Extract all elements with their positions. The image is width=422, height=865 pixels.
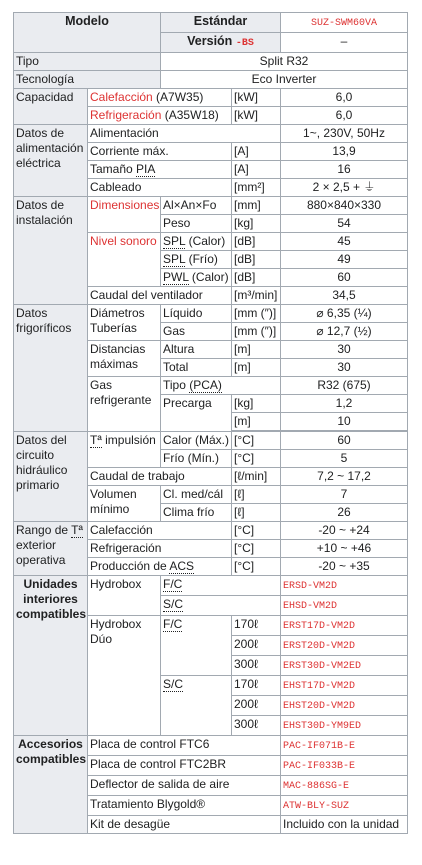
duo-fc-300-code — [281, 656, 408, 676]
capacidad-cal-value: 6,0 — [281, 89, 408, 107]
total-unit: [m] — [232, 359, 281, 377]
spl-frio-unit: [dB] — [232, 251, 281, 269]
hidraulico-label: Datos del circuito hidráulico primario — [14, 432, 88, 522]
tecnologia-label: Tecnología — [14, 71, 161, 89]
corriente-label: Corriente máx. — [88, 143, 232, 161]
rango-label — [14, 522, 88, 576]
duo-fc-300-vol: 300ℓ — [232, 656, 281, 676]
accesorio-ftc2br-label: Placa de control FTC2BR — [88, 756, 281, 776]
duo-fc-170-code — [281, 616, 408, 636]
capacidad-ref-value: 6,0 — [281, 107, 408, 125]
tipo-gas-value: R32 (675) — [281, 377, 408, 395]
t-abbr[interactable]: Tª — [90, 433, 102, 447]
erst17d-link[interactable]: ERST17D-VM2D — [283, 621, 356, 632]
atw-bly-link[interactable]: ATW-BLY-SUZ — [283, 801, 350, 812]
pwl-unit: [dB] — [232, 269, 281, 287]
peso-label: Peso — [161, 215, 232, 233]
dimensiones-row — [14, 197, 408, 215]
refrigeracion-link[interactable]: Refrigeración — [90, 108, 162, 122]
spl-abbr-2[interactable]: SPL — [163, 252, 186, 266]
spec-table — [13, 12, 408, 834]
erst30d-link[interactable]: ERST30D-VM2ED — [283, 661, 362, 672]
calor-max-label: Calor (Máx.) — [161, 432, 232, 450]
total-value: 30 — [281, 359, 408, 377]
peso-unit: [kg] — [232, 215, 281, 233]
capacidad-ref-label — [88, 107, 232, 125]
mac-886sg-link[interactable]: MAC-886SG-E — [283, 781, 350, 792]
altura-label: Altura — [161, 341, 232, 359]
spl-frio-value: 49 — [281, 251, 408, 269]
ehsd-link[interactable]: EHSD-VM2D — [283, 601, 338, 612]
dimensiones-unit: [mm] — [232, 197, 281, 215]
frio-min-value: 5 — [281, 450, 408, 468]
precarga-m-unit: [m] — [232, 413, 281, 431]
pia-unit: [A] — [232, 161, 281, 179]
clmed-label: Cl. med/cál — [161, 486, 232, 504]
clmed-value: 7 — [281, 486, 408, 504]
hydrobox-fc-label — [161, 576, 281, 596]
accesorio-ftc6-label: Placa de control FTC6 — [88, 736, 281, 756]
tipo-label: Tipo — [14, 53, 161, 71]
pca-abbr[interactable]: (PCA) — [189, 378, 222, 392]
calor-max-value: 60 — [281, 432, 408, 450]
tipo-value: Split R32 — [161, 53, 408, 71]
cal-condition: (A7W35) — [156, 90, 204, 104]
corriente-unit: [A] — [232, 143, 281, 161]
rango-text-2: exterior operativa — [16, 538, 66, 567]
tipo-gas-text: Tipo — [163, 378, 186, 392]
ehst17d-link[interactable]: EHST17D-VM2D — [283, 681, 356, 692]
cableado-unit: [mm²] — [232, 179, 281, 197]
frio-min-label: Frío (Mín.) — [161, 450, 232, 468]
precarga-kg-value: 1,2 — [281, 395, 408, 413]
liquido-row — [14, 305, 408, 323]
gas-refrigerante-label: Gas refrigerante — [88, 377, 161, 432]
liquido-unit: [mm (″)] — [232, 305, 281, 323]
rango-acs-label — [88, 558, 232, 576]
duo-sc-300-vol: 300ℓ — [232, 716, 281, 736]
frigorificos-label: Datos frigoríficos — [14, 305, 88, 432]
pac-if033b-link[interactable]: PAC-IF033B-E — [283, 761, 356, 772]
tipo-row — [14, 53, 408, 71]
rango-cal-label: Calefacción — [88, 522, 232, 540]
duo-sc-170-vol: 170ℓ — [232, 676, 281, 696]
interiores-label: Unidades interiores compatibles — [14, 576, 88, 736]
duo-label: Hydrobox Dúo — [88, 616, 161, 736]
hydrobox-fc-code — [281, 576, 408, 596]
duo-sc-label — [161, 676, 232, 736]
pia-abbr[interactable]: PIA — [136, 162, 156, 176]
clfrio-value: 26 — [281, 504, 408, 522]
calor-max-unit: [°C] — [232, 432, 281, 450]
ref-condition: (A35W18) — [164, 108, 219, 122]
accesorio-deflector-code — [281, 776, 408, 796]
tecnologia-value: Eco Inverter — [161, 71, 408, 89]
modelo-header: Modelo — [14, 13, 161, 53]
sc-abbr-2[interactable]: S/C — [163, 677, 184, 691]
accesorio-desague-value: Incluido con la unidad — [281, 816, 408, 834]
hydrobox-label: Hydrobox — [88, 576, 161, 616]
total-label: Total — [161, 359, 232, 377]
duo-fc-170-vol: 170ℓ — [232, 616, 281, 636]
capacidad-cal-unit: [kW] — [232, 89, 281, 107]
precarga-kg-unit: [kg] — [232, 395, 281, 413]
cableado-label: Cableado — [88, 179, 232, 197]
gas-value: ⌀ 12,7 (½) — [281, 323, 408, 341]
ehst20d-link[interactable]: EHST20D-VM2D — [283, 701, 356, 712]
altura-unit: [m] — [232, 341, 281, 359]
spl-frio-mode: (Frío) — [188, 252, 218, 266]
accesorio-blygold-label: Tratamiento Blygold® — [88, 796, 281, 816]
impulsion-text: impulsión — [101, 433, 156, 447]
nivel-sonoro-link[interactable]: Nivel sonoro — [90, 234, 157, 248]
rango-acs-unit: [°C] — [232, 558, 281, 576]
calor-max-row — [14, 432, 408, 450]
caudal-trabajo-value: 7,2 ~ 17,2 — [281, 468, 408, 486]
impulsion-label — [88, 432, 161, 468]
dimensiones-link[interactable]: Dimensiones — [90, 198, 160, 212]
spl-calor-value: 45 — [281, 233, 408, 251]
rango-acs-value: -20 ~ +35 — [281, 558, 408, 576]
caudal-ventilador-value: 34,5 — [281, 287, 408, 305]
cableado-value: 2 × 2,5 + ⏚ — [281, 179, 408, 197]
sc-abbr[interactable]: S/C — [163, 597, 184, 611]
caudal-ventilador-unit: [m³/min] — [232, 287, 281, 305]
liquido-label: Líquido — [161, 305, 232, 323]
caudal-trabajo-label: Caudal de trabajo — [88, 468, 232, 486]
version-label: Versión — [187, 34, 233, 48]
accesorios-label: Accesorios compatibles — [14, 736, 88, 834]
accesorio-ftc6-code — [281, 736, 408, 756]
spl-frio-label — [161, 251, 232, 269]
clmed-unit: [ℓ] — [232, 486, 281, 504]
spl-calor-mode: (Calor) — [188, 234, 226, 248]
tipo-gas-label — [161, 377, 281, 395]
duo-fc-200-code — [281, 636, 408, 656]
volumen-label: Volumen mínimo — [88, 486, 161, 522]
version-code[interactable]: -BS — [235, 38, 254, 49]
pwl-abbr[interactable]: PWL — [163, 270, 189, 284]
altura-value: 30 — [281, 341, 408, 359]
pwl-value: 60 — [281, 269, 408, 287]
caudal-ventilador-label: Caudal del ventilador — [88, 287, 232, 305]
precarga-m-value: 10 — [281, 413, 408, 431]
calefaccion-link[interactable]: Calefacción — [90, 90, 153, 104]
rango-ref-label: Refrigeración — [88, 540, 232, 558]
capacidad-ref-unit: [kW] — [232, 107, 281, 125]
capacidad-label: Capacidad — [14, 89, 88, 125]
rango-ref-unit: [°C] — [232, 540, 281, 558]
model-code-link[interactable]: SUZ-SWM60VA — [310, 18, 377, 29]
gas-unit: [mm (″)] — [232, 323, 281, 341]
instalacion-label: Datos de instalación — [14, 197, 88, 305]
pia-value: 16 — [281, 161, 408, 179]
hydrobox-fc-row — [14, 576, 408, 596]
nivel-sonoro-label — [88, 233, 161, 287]
hydrobox-sc-label — [161, 596, 281, 616]
corriente-value: 13,9 — [281, 143, 408, 161]
accesorio-deflector-label: Deflector de salida de aire — [88, 776, 281, 796]
pia-label-text: Tamaño — [90, 162, 133, 176]
t-abbr-2[interactable]: Tª — [71, 523, 83, 537]
accesorio-ftc6-row — [14, 736, 408, 756]
peso-value: 54 — [281, 215, 408, 233]
duo-fc-200-vol: 200ℓ — [232, 636, 281, 656]
spl-calor-unit: [dB] — [232, 233, 281, 251]
duo-sc-200-code — [281, 696, 408, 716]
alimentacion-label: Alimentación — [88, 125, 281, 143]
ehst30d-link[interactable]: EHST30D-YM9ED — [283, 721, 362, 732]
pwl-label — [161, 269, 232, 287]
capacidad-cal-row — [14, 89, 408, 107]
tecnologia-row — [14, 71, 408, 89]
version-header — [161, 33, 281, 53]
dimensiones-label — [88, 197, 161, 233]
duo-sc-200-vol: 200ℓ — [232, 696, 281, 716]
estandar-header: Estándar — [161, 13, 281, 33]
duo-fc-label — [161, 616, 232, 676]
duo-sc-170-code — [281, 676, 408, 696]
accesorio-blygold-code — [281, 796, 408, 816]
caudal-trabajo-unit: [ℓ/min] — [232, 468, 281, 486]
pia-label — [88, 161, 232, 179]
rango-cal-value: -20 ~ +24 — [281, 522, 408, 540]
fc-abbr[interactable]: F/C — [163, 577, 183, 591]
fc-abbr-2[interactable]: F/C — [163, 617, 183, 631]
frio-min-unit: [°C] — [232, 450, 281, 468]
pac-if071b-link[interactable]: PAC-IF071B-E — [283, 741, 356, 752]
rango-cal-row — [14, 522, 408, 540]
alimentacion-row — [14, 125, 408, 143]
dimensiones-sub: Al×An×Fo — [161, 197, 232, 215]
dimensiones-value: 880×840×330 — [281, 197, 408, 215]
spl-abbr[interactable]: SPL — [163, 234, 186, 248]
liquido-value: ⌀ 6,35 (¼) — [281, 305, 408, 323]
header-row — [14, 13, 408, 33]
precarga-label: Precarga — [161, 395, 232, 432]
capacidad-cal-label — [88, 89, 232, 107]
erst20d-link[interactable]: ERST20D-VM2D — [283, 641, 356, 652]
electrica-label: Datos de alimentación eléctrica — [14, 125, 88, 197]
acs-abbr[interactable]: ACS — [169, 559, 195, 573]
clfrio-unit: [ℓ] — [232, 504, 281, 522]
alimentacion-value: 1~, 230V, 50Hz — [281, 125, 408, 143]
accesorio-desague-label: Kit de desagüe — [88, 816, 281, 834]
rango-cal-unit: [°C] — [232, 522, 281, 540]
diametros-label: Diámetros Tuberías — [88, 305, 161, 341]
gas-label: Gas — [161, 323, 232, 341]
ersd-link[interactable]: ERSD-VM2D — [283, 581, 338, 592]
version-value: – — [281, 33, 408, 53]
rango-ref-value: +10 ~ +46 — [281, 540, 408, 558]
distancias-label: Distancias máximas — [88, 341, 161, 377]
clfrio-label: Clima frío — [161, 504, 232, 522]
model-code — [281, 13, 408, 33]
duo-sc-300-code — [281, 716, 408, 736]
hydrobox-sc-code — [281, 596, 408, 616]
acs-text: Producción de — [90, 559, 167, 573]
spl-calor-label — [161, 233, 232, 251]
accesorio-ftc2br-code — [281, 756, 408, 776]
pwl-mode: (Calor) — [191, 270, 229, 284]
rango-text: Rango de — [16, 523, 69, 537]
